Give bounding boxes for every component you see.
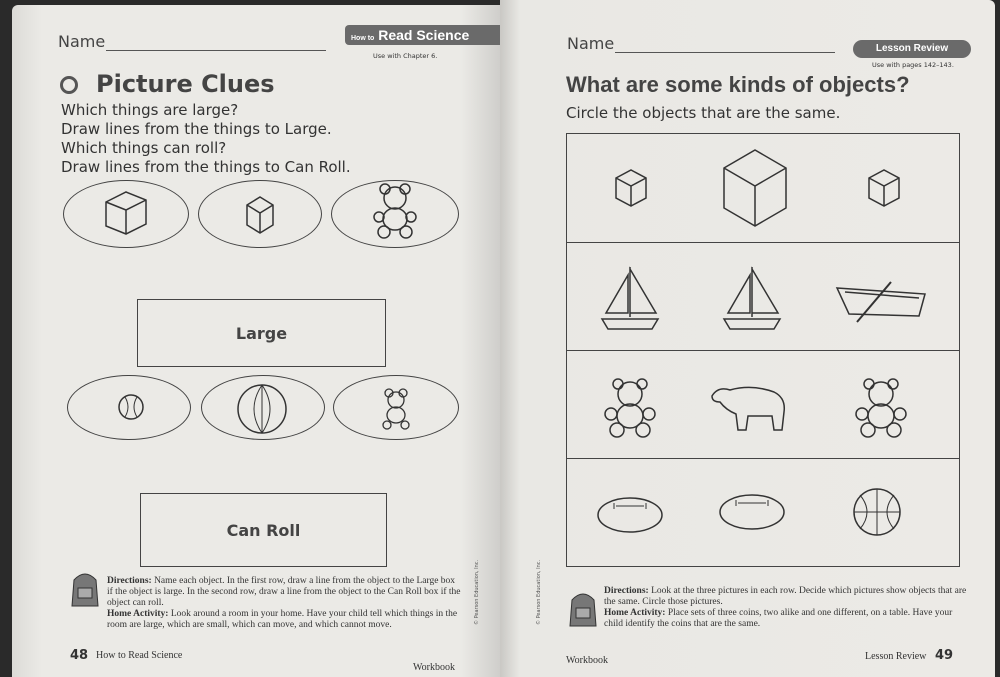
small-cube-icon [245, 195, 275, 235]
copyright: © Pearson Education, Inc. [536, 559, 542, 625]
backpack-icon [566, 590, 600, 630]
workbook-footer: Workbook [566, 655, 608, 666]
how-to-banner [345, 25, 500, 45]
directions-body: Name each object. In the first row, draw a line from the object to the Large box if the object is large. In the second row, draw a line from the object to the Can Roll box if the object can roll. [107, 576, 461, 608]
page-number: 49 [935, 648, 954, 663]
row-divider [567, 458, 959, 459]
teddy-bear-icon [373, 183, 417, 239]
teddy-bear-icon[interactable] [604, 378, 656, 438]
home-activity-body: Place sets of three coins, two alike and one different, on a table. Have your child identify the coins that are the same. [604, 608, 953, 629]
banner-small-text: How to [351, 35, 375, 42]
home-activity-label: Home Activity: [107, 609, 169, 619]
sailboat-icon[interactable] [722, 265, 782, 331]
banner-main-text: Read Science [378, 27, 470, 43]
directions-body: Look at the three pictures in each row. Decide which pictures show objects that are the same. Circle those pictures. [604, 586, 967, 607]
teddy-bear-icon[interactable] [855, 378, 907, 438]
name-line[interactable] [615, 52, 835, 53]
directions-label: Directions: [604, 586, 649, 596]
rowboat-icon[interactable] [835, 280, 927, 324]
small-cube-icon[interactable] [614, 168, 648, 208]
directions-label: Directions: [107, 576, 152, 586]
row-divider [567, 242, 959, 243]
home-activity-body: Look around a room in your home. Have your child tell which things in the room are large, which are small, which can move, and which cannot move. [107, 609, 458, 630]
backpack-icon [68, 570, 102, 610]
name-label: Name [58, 32, 106, 51]
home-activity-label: Home Activity: [604, 608, 666, 618]
football-icon[interactable] [718, 492, 786, 532]
instruction-line: Draw lines from the things to Large. [61, 120, 332, 138]
large-cube-icon [102, 188, 148, 238]
target-icon [60, 76, 78, 94]
small-ball-icon [117, 393, 145, 421]
football-icon[interactable] [596, 495, 664, 535]
directions-text [107, 576, 462, 631]
row-divider [567, 350, 959, 351]
section-footer: How to Read Science [96, 650, 183, 661]
basketball-icon[interactable] [852, 487, 902, 537]
use-with-note: Use with Chapter 6. [373, 52, 438, 60]
beach-ball-icon [236, 383, 288, 435]
page-title: What are some kinds of objects? [566, 72, 910, 97]
large-box[interactable]: Large [137, 299, 386, 367]
section-footer: Lesson Review [865, 651, 927, 662]
lesson-review-banner: Lesson Review [853, 40, 971, 58]
use-with-note: Use with pages 142–143. [872, 61, 954, 69]
instruction-line: Which things are large? [61, 101, 239, 119]
small-teddy-icon [379, 388, 413, 430]
can-roll-box[interactable]: Can Roll [140, 493, 387, 567]
copyright: © Pearson Education, Inc. [474, 559, 480, 625]
sailboat-icon[interactable] [600, 265, 660, 331]
small-cube-icon[interactable] [867, 168, 901, 208]
polar-bear-icon[interactable] [708, 382, 788, 434]
instruction-line: Draw lines from the things to Can Roll. [61, 158, 351, 176]
page-title: Picture Clues [96, 70, 275, 98]
instructions [61, 101, 351, 177]
directions-text [604, 586, 969, 630]
large-cube-icon[interactable] [722, 148, 788, 228]
instruction-line: Which things can roll? [61, 139, 227, 157]
instruction: Circle the objects that are the same. [566, 104, 841, 122]
name-label: Name [567, 34, 615, 53]
workbook-footer: Workbook [413, 662, 455, 673]
name-line[interactable] [106, 50, 326, 51]
page-number: 48 [70, 648, 89, 663]
